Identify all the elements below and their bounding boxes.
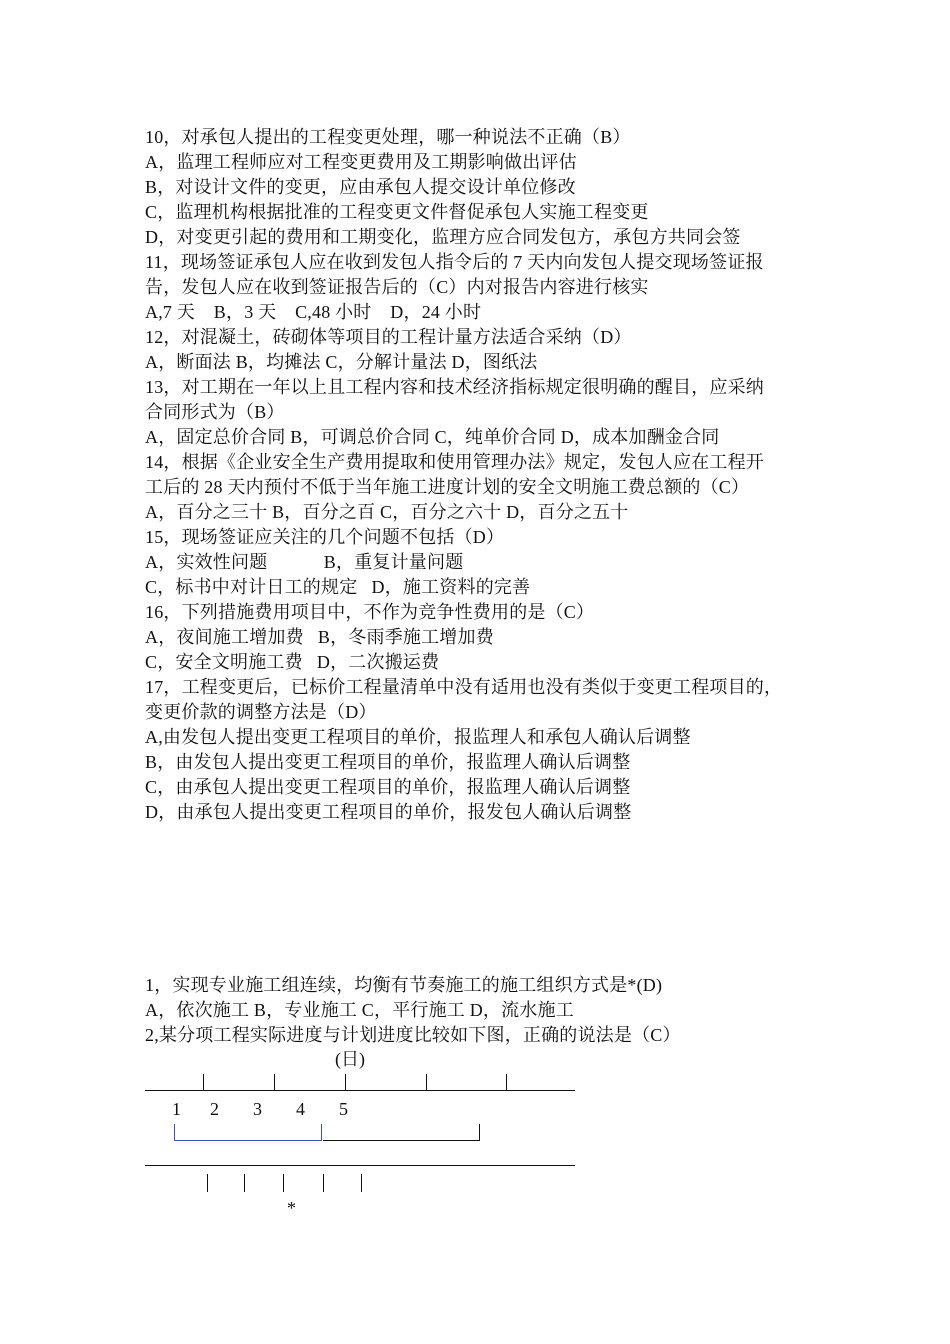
question-14-line-2: 工后的 28 天内预付不低于当年施工进度计划的安全文明施工费总额的（C） bbox=[145, 477, 750, 497]
q14-options: A，百分之三十 B，百分之百 C，百分之六十 D，百分之五十 bbox=[145, 502, 629, 522]
plan-bar bbox=[174, 1140, 321, 1141]
q12-options: A，断面法 B，均摊法 C，分解计量法 D，图纸法 bbox=[145, 352, 538, 372]
q10-option-d: D，对变更引起的费用和工期变化，监理方应合同发包方，承包方共同会签 bbox=[145, 227, 741, 247]
question-12: 12，对混凝土，砖砌体等项目的工程计量方法适合采纳（D） bbox=[145, 327, 632, 347]
plan-bar-end bbox=[321, 1124, 322, 1141]
tick-label: 3 bbox=[253, 1099, 262, 1119]
question-17-line-1: 17，工程变更后，已标价工程量清单中没有适用也没有类似于变更工程项目的， bbox=[145, 677, 783, 697]
q17-option-d: D，由承包人提出变更工程项目的单价，报发包人确认后调整 bbox=[145, 802, 632, 822]
tick-label: 4 bbox=[296, 1099, 305, 1119]
scale-divider bbox=[506, 1074, 507, 1091]
question-15: 15，现场签证应关注的几个问题不包括（D） bbox=[145, 527, 505, 547]
question-16: 16，下列措施费用项目中，不作为竞争性费用的是（C） bbox=[145, 602, 595, 622]
marker bbox=[283, 1174, 284, 1192]
question-17-line-2: 变更价款的调整方法是（D） bbox=[145, 702, 377, 722]
section2-question-1: 1，实现专业施工组连续，均衡有节奏施工的施工组织方式是*(D) bbox=[145, 975, 663, 995]
section2-question-2: 2,某分项工程实际进度与计划进度比较如下图，正确的说法是（C） bbox=[145, 1025, 681, 1045]
tick-label: 5 bbox=[339, 1099, 348, 1119]
q16-options-cd: C，安全文明施工费 D，二次搬运费 bbox=[145, 652, 440, 672]
marker bbox=[207, 1174, 208, 1192]
tick-label: 2 bbox=[210, 1099, 219, 1119]
scale-divider bbox=[274, 1074, 275, 1091]
q13-options: A，固定总价合同 B，可调总价合同 C，纯单价合同 D，成本加酬金合同 bbox=[145, 427, 720, 447]
q10-option-b: B，对设计文件的变更，应由承包人提交设计单位修改 bbox=[145, 177, 576, 197]
q17-option-a: A,由发包人提出变更工程项目的单价，报监理人和承包人确认后调整 bbox=[145, 727, 691, 747]
q11-options: A,7 天 B，3 天 C,48 小时 D，24 小时 bbox=[145, 302, 482, 322]
section2-q1-options: A，依次施工 B，专业施工 C，平行施工 D，流水施工 bbox=[145, 1000, 574, 1020]
unit-label: (日) bbox=[335, 1049, 365, 1069]
scale-divider bbox=[426, 1074, 427, 1091]
actual-bar-end bbox=[479, 1124, 480, 1141]
question-10: 10，对承包人提出的工程变更处理，哪一种说法不正确（B） bbox=[145, 127, 631, 147]
question-11-line-2: 告，发包人应在收到签证报告后的（C）内对报告内容进行核实 bbox=[145, 277, 649, 297]
q16-options-ab: A，夜间施工增加费 B，冬雨季施工增加费 bbox=[145, 627, 494, 647]
marker bbox=[361, 1174, 362, 1192]
scale-divider bbox=[345, 1074, 346, 1091]
plan-bar-start bbox=[174, 1124, 175, 1141]
baseline bbox=[145, 1165, 575, 1166]
q17-option-b: B，由发包人提出变更工程项目的单价，报监理人确认后调整 bbox=[145, 752, 631, 772]
marker bbox=[323, 1174, 324, 1192]
q10-option-a: A，监理工程师应对工程变更费用及工期影响做出评估 bbox=[145, 152, 577, 172]
star-marker: * bbox=[287, 1198, 296, 1218]
scale-axis-line bbox=[145, 1090, 575, 1091]
tick-label: 1 bbox=[172, 1099, 181, 1119]
q15-options-ab: A，实效性问题 B，重复计量问题 bbox=[145, 552, 464, 572]
question-13-line-1: 13，对工期在一年以上且工程内容和技术经济指标规定很明确的醒目，应采纳 bbox=[145, 377, 764, 397]
question-11-line-1: 11，现场签证承包人应在收到发包人指令后的 7 天内向发包人提交现场签证报 bbox=[145, 252, 764, 272]
actual-bar bbox=[323, 1140, 479, 1141]
scale-divider bbox=[203, 1074, 204, 1091]
marker bbox=[244, 1174, 245, 1192]
question-13-line-2: 合同形式为（B） bbox=[145, 402, 285, 422]
question-14-line-1: 14，根据《企业安全生产费用提取和使用管理办法》规定，发包人应在工程开 bbox=[145, 452, 764, 472]
q10-option-c: C，监理机构根据批准的工程变更文件督促承包人实施工程变更 bbox=[145, 202, 649, 222]
q15-options-cd: C，标书中对计日工的规定 D，施工资料的完善 bbox=[145, 577, 531, 597]
q17-option-c: C，由承包人提出变更工程项目的单价，报监理人确认后调整 bbox=[145, 777, 631, 797]
